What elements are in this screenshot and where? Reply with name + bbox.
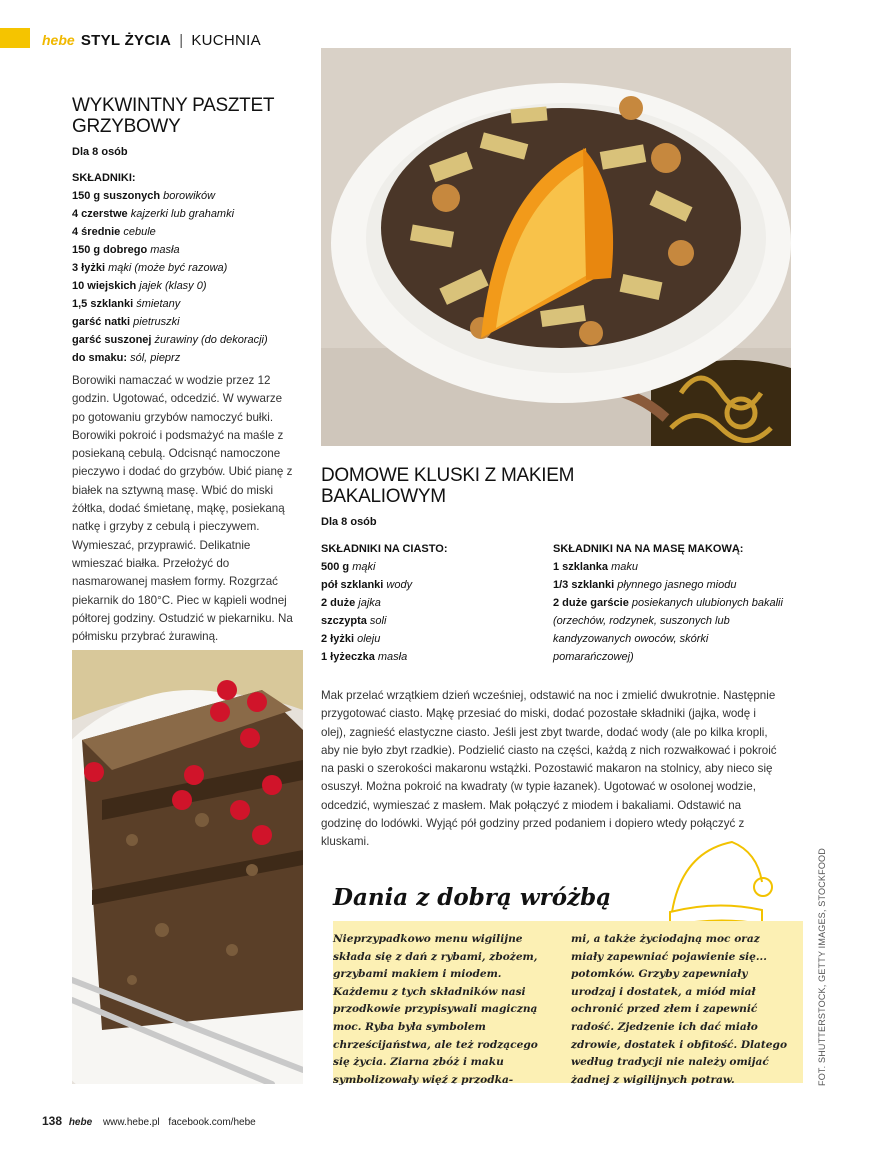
photo-poppy-noodles <box>321 48 791 446</box>
photo-mushroom-pate <box>72 650 303 1084</box>
recipe2-poppy-ingredients <box>553 543 783 666</box>
ingredient-quantity: 1/3 szklanki <box>553 579 615 591</box>
ingredient-item <box>72 331 312 349</box>
recipe2-dough-heading: SKŁADNIKI NA CIASTO: <box>321 543 448 555</box>
ingredient-quantity: 150 g dobrego <box>72 244 148 256</box>
ingredient-item <box>553 594 783 666</box>
page-footer <box>42 1114 256 1128</box>
ingredient-quantity: 1 szklanka <box>553 561 609 573</box>
recipe2-serves: Dla 8 osób <box>321 516 377 528</box>
recipe1-ingredient-list <box>72 187 312 367</box>
ingredient-item <box>553 576 783 594</box>
ingredient-quantity: szczypta <box>321 615 367 627</box>
ingredient-quantity: do smaku: <box>72 352 128 364</box>
ingredient-item <box>72 313 312 331</box>
info-box-column-2: mi, a także życiodajną moc oraz miały zapewniać pojawienie się... potomków. Grzyby zapewniały urodzaj i dostatek, a miód miał ochronić przed złem i zapewnić radość. Zjedzenie ich dać miało zdrowie, dostatek i obfitość. Dlatego według tradycji nie należy omijać żadnej z wigilijnych potraw. <box>571 933 788 1086</box>
recipe2-title: DOMOWE KLUSKI Z MAKIEM BAKALIOWYM <box>321 465 575 507</box>
ingredient-item <box>72 241 312 259</box>
footer-website-link[interactable]: www.hebe.pl <box>102 1117 160 1128</box>
ingredient-quantity: 500 g <box>321 561 350 573</box>
ingredient-quantity: 2 duże <box>321 597 356 609</box>
ingredient-quantity: 1,5 szklanki <box>72 298 134 310</box>
recipe2-poppy-heading: SKŁADNIKI NA NA MASĘ MAKOWĄ: <box>553 543 744 555</box>
ingredient-item <box>321 558 541 576</box>
ingredient-name: posiekanych ulubionych bakalii (orzechów, rodzynek, suszonych lub kandyzowanych owoców, skórki pomarańczowej) <box>553 597 783 663</box>
poppy-noodles-illustration <box>321 48 791 446</box>
ingredient-quantity: 4 średnie <box>72 226 121 238</box>
recipe2-poppy-list <box>553 558 783 666</box>
ingredient-name: maku <box>611 561 639 573</box>
ingredient-item <box>72 349 312 367</box>
ingredient-name: masła <box>377 651 408 663</box>
ingredient-quantity: pół szklanki <box>321 579 384 591</box>
ingredient-item <box>321 648 541 666</box>
ingredient-name: wody <box>386 579 413 591</box>
ingredient-item <box>72 187 312 205</box>
ingredient-name: sól, pieprz <box>130 352 181 364</box>
footer-facebook-link[interactable]: facebook.com/hebe <box>168 1117 256 1128</box>
ingredient-item <box>321 576 541 594</box>
page-header <box>42 32 261 49</box>
ingredient-item <box>72 205 312 223</box>
ingredient-name: jajek (klasy 0) <box>139 280 207 292</box>
recipe2-method: Mak przelać wrzątkiem dzień wcześniej, odstawić na noc i zmielić dwukrotnie. Następnie przygotować ciasto. Mąkę przesiać do miski, dodać pozostałe składniki (jajka, wodę i olej), zagnieść elastyczne ciasto. Jeśli jest zbyt twarde, dodać wody (ale po kilka kropli, aby nie było zbyt rzadkie). Podzielić ciasto na części, każdą z nich rozwałkować i pokroić na paski o szerokości makaronu wstążki. Pozostawić makaron na stolnicy, aby nieco się osuszył. Można pokroić na kwadraty (w typie łazanek). Ugotować w osolonej wodzie, odcedzić, wymieszać z masłem. Mak połączyć z miodem i bakaliami. Odstawić na godzinę do lodówki. Wyjąć pół godziny przed podaniem i dopiero wtedy połączyć z kluskami. <box>321 689 777 849</box>
ingredient-quantity: garść suszonej <box>72 334 152 346</box>
recipe1-ingredients-heading: SKŁADNIKI: <box>72 172 136 184</box>
recipe1-ingredients <box>72 172 312 367</box>
photo-credit: FOT. SHUTTERSTOCK, GETTY IMAGES, STOCKFOOD <box>817 848 827 1086</box>
recipe1-serves: Dla 8 osób <box>72 146 128 158</box>
ingredient-quantity: garść natki <box>72 316 131 328</box>
ingredient-item <box>72 259 312 277</box>
ingredient-quantity: 1 łyżeczka <box>321 651 375 663</box>
ingredient-name: kajzerki lub grahamki <box>130 208 235 220</box>
ingredient-item <box>321 612 541 630</box>
mushroom-pate-illustration <box>72 650 303 1084</box>
recipe2-dough-ingredients <box>321 543 541 666</box>
header-separator: | <box>179 32 184 49</box>
header-subsection: KUCHNIA <box>191 32 261 49</box>
info-box-column-1: Nieprzypadkowo menu wigilijne składa się z dań z rybami, zbożem, grzybami makiem i miodem. Każdemu z tych składników nasi przodkowie przypisywali magiczną moc. Ryba była symbolem chrześcijaństwa, ale też rodzącego się życia. Ziarna zbóż i maku symbolizowały więź z przodka- <box>333 933 538 1086</box>
ingredient-name: jajka <box>358 597 381 609</box>
ingredient-quantity: 2 łyżki <box>321 633 355 645</box>
ingredient-name: śmietany <box>136 298 181 310</box>
ingredient-item <box>321 630 541 648</box>
section-color-tab <box>0 28 30 48</box>
ingredient-item <box>72 277 312 295</box>
ingredient-name: soli <box>369 615 387 627</box>
ingredient-name: pietruszki <box>133 316 180 328</box>
ingredient-item <box>72 223 312 241</box>
ingredient-quantity: 3 łyżki <box>72 262 106 274</box>
recipe1-method: Borowiki namaczać w wodzie przez 12 godzin. Ugotować, odcedzić. W wywarze po gotowaniu grzybów namoczyć bułki. Borowiki pokroić i podsmażyć na maśle z posiekaną cebulą. Odcisnąć namoczone pieczywo i dodać do grzybów. Ubić pianę z białek na sztywną masę. Wbić do miski żółtka, dodać śmietanę, mąkę, posiekaną natkę i grzyby z cebulą i pieczywem. Wymieszać, przyprawić. Delikatnie wmieszać białka. Przełożyć do nasmarowanej masłem formy. Rozgrzać piekarnik do 180°C. Piec w kąpieli wodnej półtorej godziny. Ostudzić w piekarniku. Na półmisku przybrać żurawiną. <box>72 374 293 644</box>
ingredient-quantity: 150 g suszonych <box>72 190 161 202</box>
page-number: 138 <box>42 1114 63 1128</box>
recipe2-dough-list <box>321 558 541 666</box>
ingredient-name: oleju <box>357 633 381 645</box>
footer-brand: hebe <box>68 1117 93 1128</box>
ingredient-item <box>72 295 312 313</box>
ingredient-quantity: 4 czerstwe <box>72 208 128 220</box>
santa-hat-icon <box>662 832 778 930</box>
ingredient-name: płynnego jasnego miodu <box>617 579 737 591</box>
ingredient-name: mąki <box>352 561 376 573</box>
ingredient-name: masła <box>150 244 180 256</box>
info-box-title: Dania z dobrą wróżbą <box>333 884 612 911</box>
ingredient-name: cebule <box>123 226 156 238</box>
recipe1-title: WYKWINTNY PASZTET GRZYBOWY <box>72 95 274 137</box>
ingredient-quantity: 10 wiejskich <box>72 280 137 292</box>
ingredient-name: borowików <box>163 190 216 202</box>
header-brand-logo: hebe <box>42 32 75 48</box>
ingredient-name: mąki (może być razowa) <box>108 262 228 274</box>
ingredient-name: żurawiny (do dekoracji) <box>154 334 268 346</box>
ingredient-quantity: 2 duże garście <box>553 597 629 609</box>
ingredient-item <box>553 558 783 576</box>
header-section: STYL ŻYCIA <box>80 32 172 49</box>
ingredient-item <box>321 594 541 612</box>
